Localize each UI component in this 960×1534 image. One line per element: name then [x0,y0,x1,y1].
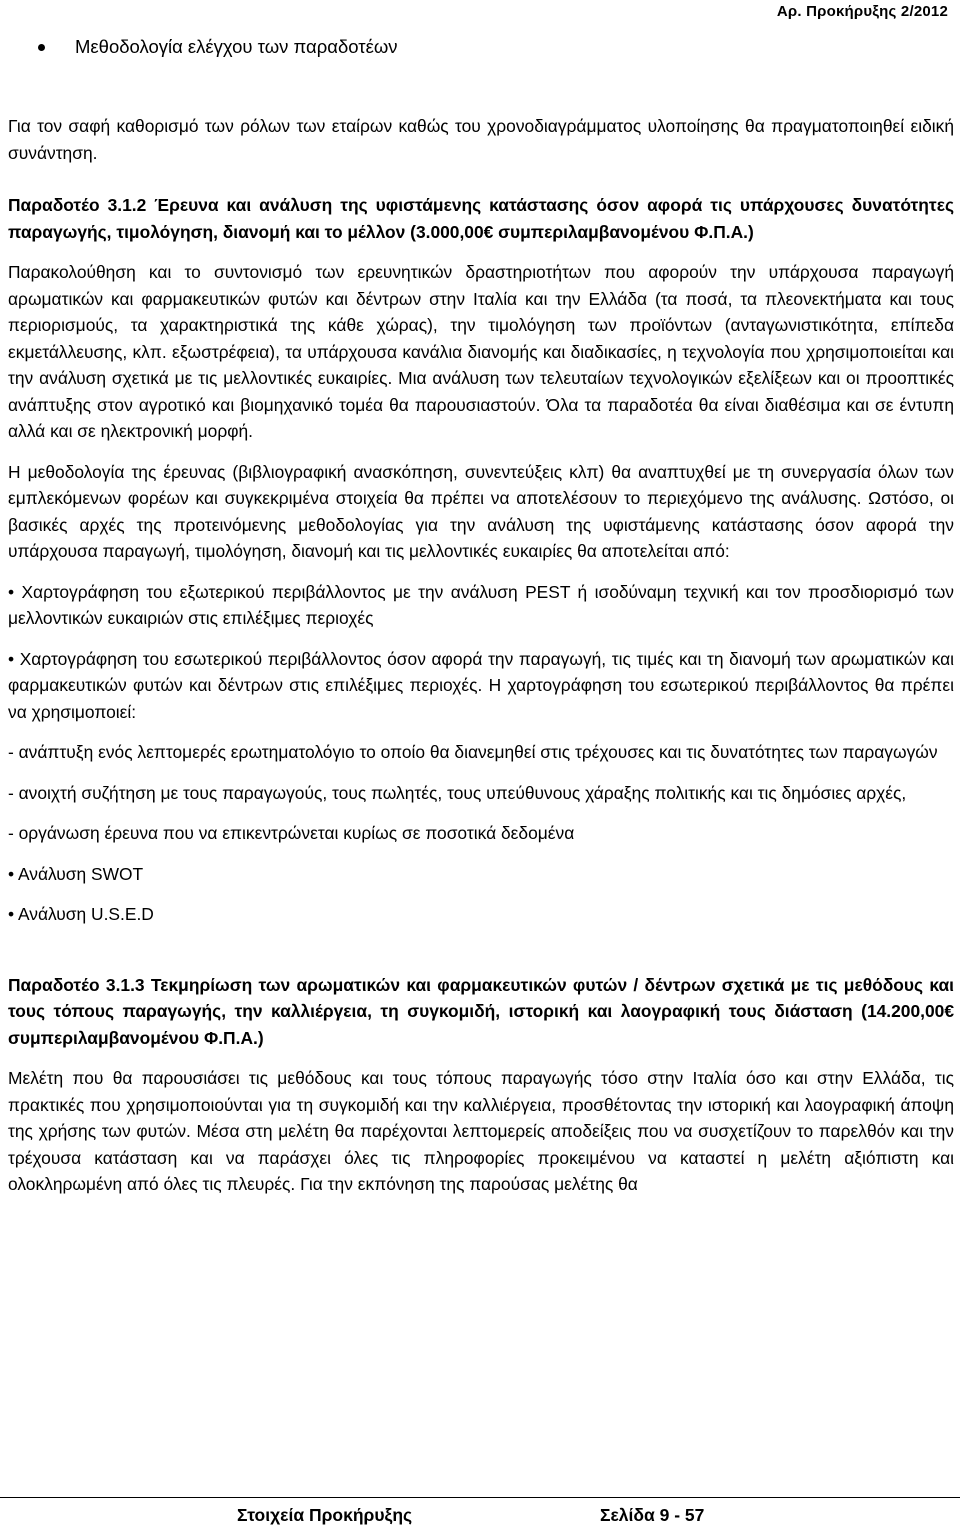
deliverable-313-paragraph-1: Μελέτη που θα παρουσιάσει τις μεθόδους και τους τόπους παραγωγής τόσο στην Ιταλία όσο και στην Ελλάδα, τις πρακτικές που χρησιμοποιούνται για τη συγκομιδή και την καλλιέργεια, προσθέτοντας την ιστορική και λαογραφική άποψη της χρήσης των φυτών. Μέσα στη μελέτη θα παρέχονται λεπτομερείς αποδείξεις που να συσχετίζουν το παρελθόν και την τρέχουσα κατάσταση και να παράσχει όλες τις πληροφορίες προκειμένου να καταστεί η μελέτη αξιόπιστη και ολοκληρωμένη από όλες τις πλευρές. Για την εκπόνηση της παρούσας μελέτης θα [8,1068,954,1194]
deliverable-312-heading: Παραδοτέο 3.1.2 Έρευνα και ανάλυση της υφιστάμενης κατάστασης όσον αφορά τις υπάρχουσες δυνατότητες παραγωγής, τιμολόγηση, διανομή και το μέλλον (3.000,00€ συμπεριλαμβανομένου Φ.Π.Α.) [8,195,954,242]
dash-questionnaire: - ανάπτυξη ενός λεπτομερές ερωτηματολόγιο το οποίο θα διανεμηθεί στις τρέχουσες και τις δυνατότητες των παραγωγών [8,742,938,762]
page-footer [0,1497,960,1534]
document-reference: Αρ. Προκήρυξης 2/2012 [776,3,948,20]
top-bullet-item [38,36,398,58]
bullet-swot: • Ανάλυση SWOT [8,863,144,884]
bullet-internal-mapping: • Χαρτογράφηση του εσωτερικού περιβάλλοντος όσον αφορά την παραγωγή, τις τιμές και τη διανομή των αρωματικών και φαρμακευτικών φυτών και δέντρων στις επιλέξιμες περιοχές. Η χαρτογράφηση του εσωτερικού περιβάλλοντος θα πρέπει να χρησιμοποιεί: [8,648,954,722]
deliverable-313-heading: Παραδοτέο 3.1.3 Τεκμηρίωση των αρωματικών και φαρμακευτικών φυτών / δέντρων σχετικά με τις μεθόδους και τους τόπους παραγωγής, την καλλιέργεια, τη συγκομιδή, ιστορική και λαογραφική τους διάσταση (14.200,00€ συμπεριλαμβανομένου Φ.Π.Α.) [8,974,954,1048]
bullet-used: • Ανάλυση U.S.E.D [8,904,154,924]
deliverable-312-paragraph-1: Παρακολούθηση και το συντονισμό των ερευνητικών δραστηριοτήτων που αφορούν την υπάρχουσα παραγωγή αρωματικών και φαρμακευτικών φυτών και δέντρων στην Ιταλία και την Ελλάδα (τα ποσά, τα πλεονεκτήματα και τους περιορισμούς, τα χαρακτηριστικά της κάθε χώρας), την τιμολόγηση των προϊόντων (ανταγωνιστικότητα, επίπεδα εκμετάλλευσης, κλπ. εξωστρέφεια), τα υπάρχουσα κανάλια διανομής και διαδικασίες, η τεχνολογία που χρησιμοποιείται και την ανάλυση σχετικά με τις μελλοντικές ευκαιρίες. Μια ανάλυση των τελευταίων τεχνολογικών εξελίξεων και οι προοπτικές ανάπτυξης στον αγροτικό και βιομηχανικό τομέα θα παρουσιαστούν. Όλα τα παραδοτέα θα είναι διαθέσιμα και σε έντυπη αλλά και σε ηλεκτρονική μορφή. [8,262,954,441]
top-bullet-text: Μεθοδολογία ελέγχου των παραδοτέων [75,36,398,57]
footer-doc-title: Στοιχεία Προκήρυξης [237,1505,413,1525]
dash-open-discussion: - ανοιχτή συζήτηση με τους παραγωγούς, τους πωλητές, τους υπεύθυνους χάραξης πολιτικής και τις δημόσιες αρχές, [8,782,907,803]
dash-quantitative-survey: - οργάνωση έρευνα που να επικεντρώνεται κυρίως σε ποσοτικά δεδομένα [8,823,575,843]
footer-page-number: Σελίδα 9 - 57 [600,1505,705,1525]
bullet-pest: • Χαρτογράφηση του εξωτερικού περιβάλλοντος με την ανάλυση PEST ή ισοδύναμη τεχνική και τον προσδιορισμό των μελλοντικών ευκαιριών στις επιλέξιμες περιοχές [8,581,954,628]
intro-paragraph: Για τον σαφή καθορισμό των ρόλων των εταίρων καθώς του χρονοδιαγράμματος υλοποίησης θα πραγματοποιηθεί ειδική συνάντηση. [8,116,954,163]
document-body [8,113,954,1198]
deliverable-312-paragraph-2: Η μεθοδολογία της έρευνας (βιβλιογραφική ανασκόπηση, συνεντεύξεις κλπ) θα αναπτυχθεί με τη συνεργασία όλων των εμπλεκόμενων φορέων και συγκεκριμένα στοιχεία θα πρέπει να αποτελέσουν το περιεχόμενο της ανάλυσης. Ωστόσο, οι βασικές αρχές της προτεινόμενης μεθοδολογίας για την ανάλυση της υφιστάμενης κατάστασης όσον αφορά την υπάρχουσα παραγωγή, τιμολόγηση, διανομή και τις μελλοντικές ευκαιρίες θα αποτελείται από: [8,461,954,561]
bullet-dot-icon [38,44,45,51]
